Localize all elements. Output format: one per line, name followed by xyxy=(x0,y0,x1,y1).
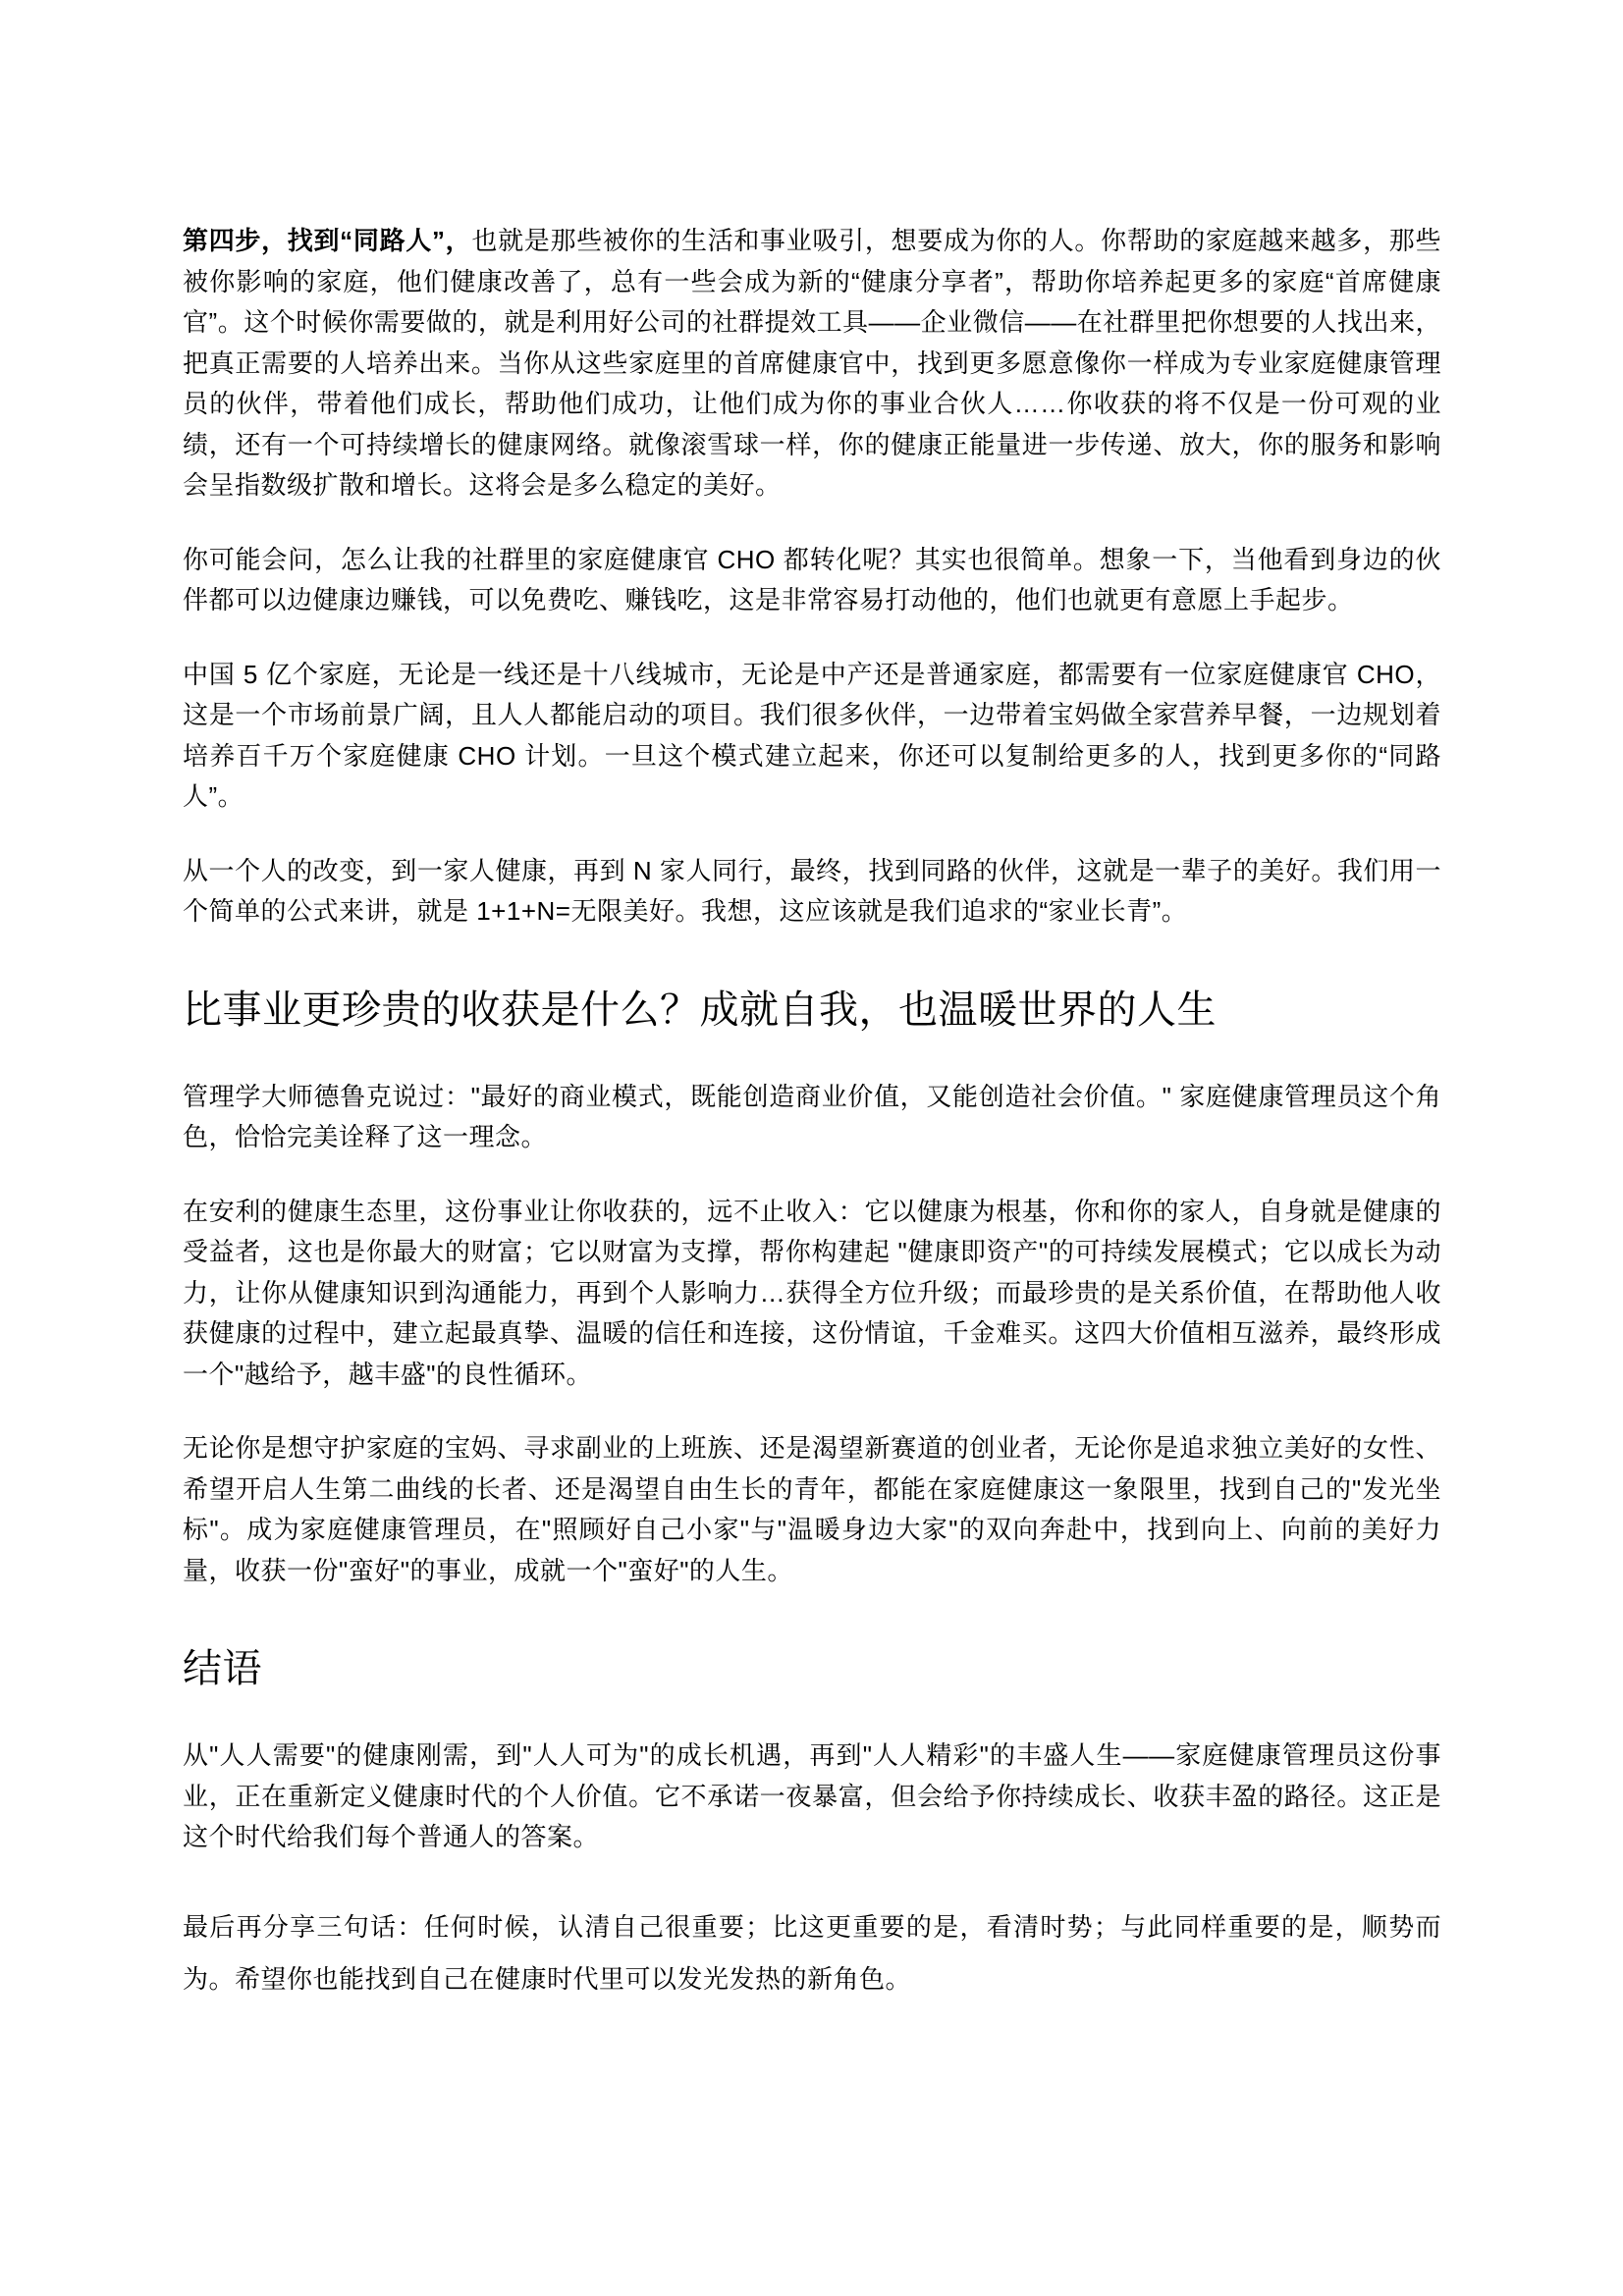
paragraph-redefine-value: 从"人人需要"的健康刚需，到"人人可为"的成长机遇，再到"人人精彩"的丰盛人生——家庭健康管理员这份事业，正在重新定义健康时代的个人价值。它不承诺一夜暴富，但会给予你持续成长、收获丰盈的路径。这正是这个时代给我们每个普通人的答案。 xyxy=(183,1740,1441,1851)
paragraph-formula: 从一个人的改变，到一家人健康，再到 N 家人同行，最终，找到同路的伙伴，这就是一辈子的美好。我们用一个简单的公式来讲，就是 1+1+N=无限美好。我想，这应该就是我们追求的“家业长青”。 xyxy=(183,855,1441,926)
paragraph-500m-families: 中国 5 亿个家庭，无论是一线还是十八线城市，无论是中产还是普通家庭，都需要有一位家庭健康官 CHO，这是一个市场前景广阔，且人人都能启动的项目。我们很多伙伴，一边带着宝妈做全家营养早餐，一边规划着培养百千万个家庭健康 CHO 计划。一旦这个模式建立起来，你还可以复制给更多的人，找到更多你的“同路人”。 xyxy=(183,659,1441,811)
paragraph-four-values: 在安利的健康生态里，这份事业让你收获的，远不止收入：它以健康为根基，你和你的家人，自身就是健康的受益者，这也是你最大的财富；它以财富为支撑，帮你构建起 "健康即资产"的可持续发展模式；它以成长为动力，让你从健康知识到沟通能力，再到个人影响力…获得全方位升级；而最珍贵的是关系价值，在帮助他人收获健康的过程中，建立起最真挚、温暖的信任和连接，这份情谊，千金难买。这四大价值相互滋养，最终形成一个"越给予，越丰盛"的良性循环。 xyxy=(183,1196,1441,1389)
paragraph-three-sentences: 最后再分享三句话：任何时候，认清自己很重要；比这更重要的是，看清时势；与此同样重要的是，顺势而为。希望你也能找到自己在健康时代里可以发光发热的新角色。 xyxy=(183,1911,1441,1994)
paragraph-cho-conversion: 你可能会问，怎么让我的社群里的家庭健康官 CHO 都转化呢？其实也很简单。想象一下，当他看到身边的伙伴都可以边健康边赚钱，可以免费吃、赚钱吃，这是非常容易打动他的，他们也就更有意愿上手起步。 xyxy=(183,544,1441,614)
paragraph-step-four xyxy=(183,221,1441,507)
section-heading-rewards: 比事业更珍贵的收获是什么？成就自我，也温暖世界的人生 xyxy=(183,988,1217,1032)
paragraph-text: 也就是那些被你的生活和事业吸引，想要成为你的人。你帮助的家庭越来越多，那些被你影响的家庭，他们健康改善了，总有一些会成为新的“健康分享者”，帮助你培养起更多的家庭“首席健康官”。这个时候你需要做的，就是利用好公司的社群提效工具——企业微信——在社群里把你想要的人找出来，把真正需要的人培养出来。当你从这些家庭里的首席健康官中，找到更多愿意像你一样成为专业家庭健康管理员的伙伴，带着他们成长，帮助他们成功，让他们成为你的事业合伙人……你收获的将不仅是一份可观的业绩，还有一个可持续增长的健康网络。就像滚雪球一样，你的健康正能量进一步传递、放大，你的服务和影响会呈指数级扩散和增长。这将会是多么稳定的美好。 xyxy=(183,226,1441,500)
section-heading-conclusion: 结语 xyxy=(183,1647,262,1690)
paragraph-bold-lead: 第四步，找到“同路人”， xyxy=(183,226,472,255)
paragraph-drucker-quote: 管理学大师德鲁克说过："最好的商业模式，既能创造商业价值，又能创造社会价值。" 家庭健康管理员这个角色，恰恰完美诠释了这一理念。 xyxy=(183,1081,1441,1151)
paragraph-audience: 无论你是想守护家庭的宝妈、寻求副业的上班族、还是渴望新赛道的创业者，无论你是追求独立美好的女性、希望开启人生第二曲线的长者、还是渴望自由生长的青年，都能在家庭健康这一象限里，找到自己的"发光坐标"。成为家庭健康管理员，在"照顾好自己小家"与"温暖身边大家"的双向奔赴中，找到向上、向前的美好力量，收获一份"蛮好"的事业，成就一个"蛮好"的人生。 xyxy=(183,1433,1441,1585)
